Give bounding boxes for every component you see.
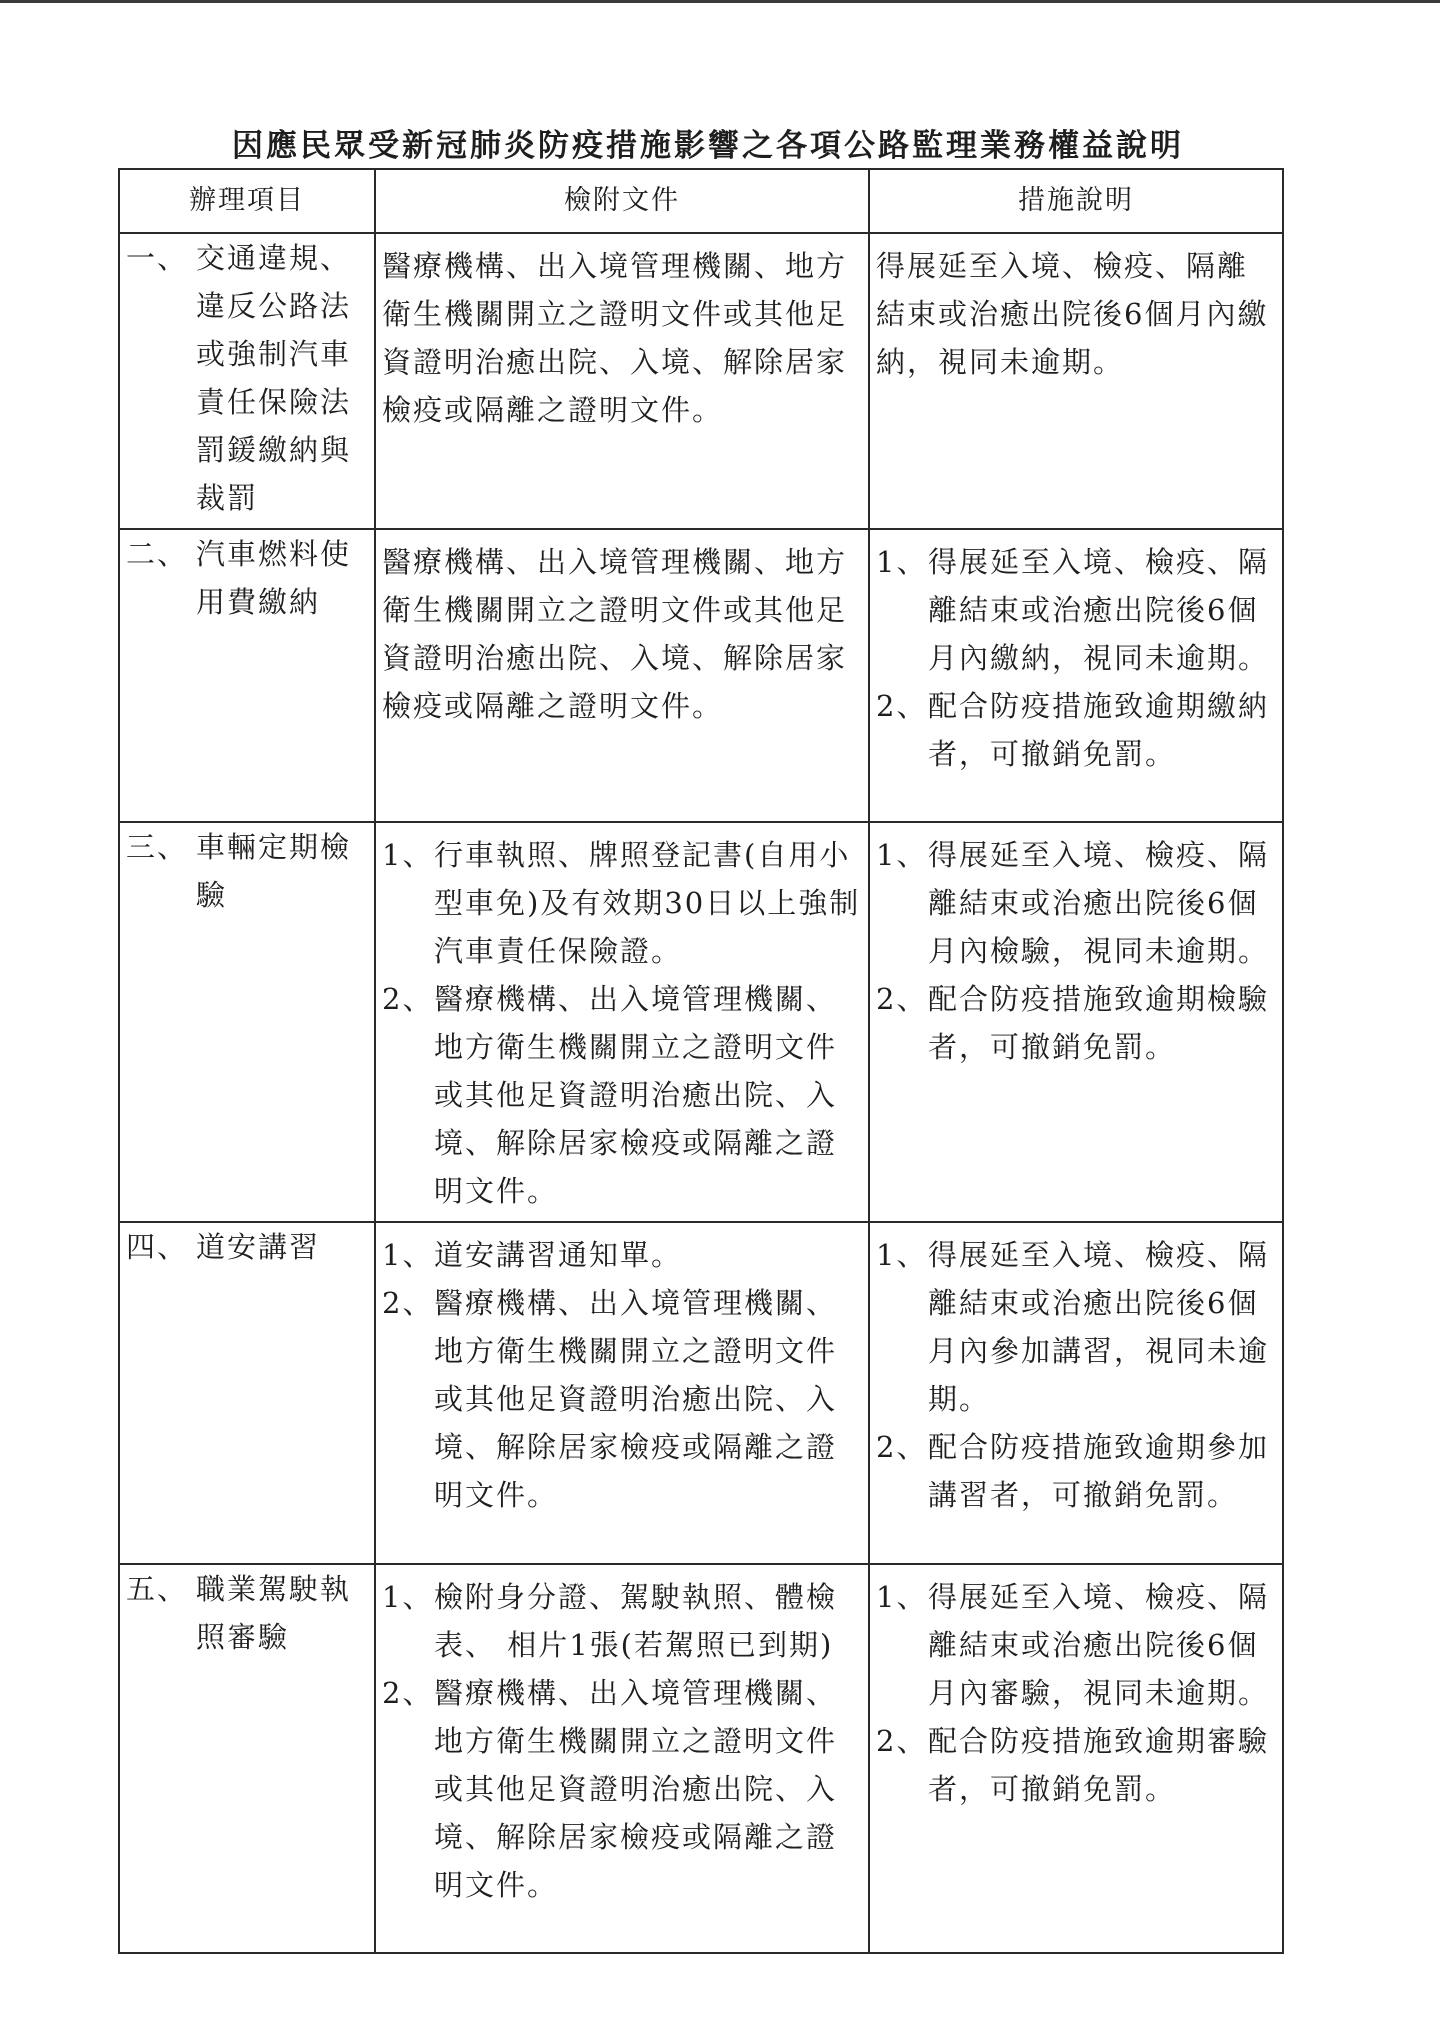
entry-text: 得展延至入境、檢疫、隔離結束或治癒出院後6個月內檢驗，視同未逾期。	[928, 838, 1270, 968]
header-item: 辦理項目	[119, 169, 375, 233]
item-heading	[126, 1223, 368, 1271]
item-text: 道安講習	[196, 1230, 321, 1264]
document-entry	[382, 975, 862, 1215]
document-entry	[382, 1573, 862, 1669]
item-text: 車輛定期檢驗	[196, 830, 352, 912]
scan-edge	[0, 0, 1440, 3]
document-entry	[382, 1669, 862, 1909]
entry-number: 1、	[382, 1238, 434, 1272]
measures-cell	[869, 822, 1283, 1222]
entry-number: 2、	[876, 982, 928, 1016]
entry-number: 1、	[382, 838, 434, 872]
measure-entry	[876, 242, 1276, 386]
item-number: 三、	[126, 830, 189, 864]
documents-list	[382, 823, 862, 1215]
entry-text: 配合防疫措施致逾期參加講習者，可撤銷免罰。	[928, 1430, 1270, 1512]
table-row	[119, 1564, 1283, 1953]
entry-text: 得展延至入境、檢疫、隔離結束或治癒出院後6個月內繳納，視同未逾期。	[928, 545, 1270, 675]
documents-cell	[375, 822, 869, 1222]
item-text: 汽車燃料使用費繳納	[196, 537, 352, 619]
table-header-row	[119, 169, 1283, 233]
document-entry	[382, 538, 862, 730]
entry-text: 道安講習通知單。	[434, 1238, 683, 1272]
entry-text: 配合防疫措施致逾期檢驗者，可撤銷免罰。	[928, 982, 1270, 1064]
entry-number: 1、	[876, 838, 928, 872]
entry-text: 醫療機構、出入境管理機關、地方衛生機關開立之證明文件或其他足資證明治癒出院、入境、解除居家檢疫或隔離之證明文件。	[382, 249, 848, 427]
item-heading	[126, 530, 368, 626]
entry-text: 醫療機構、出入境管理機關、地方衛生機關開立之證明文件或其他足資證明治癒出院、入境、解除居家檢疫或隔離之證明文件。	[434, 1676, 838, 1902]
entry-text: 得展延至入境、檢疫、隔離結束或治癒出院後6個月內審驗，視同未逾期。	[928, 1580, 1270, 1710]
table-row	[119, 1222, 1283, 1564]
measures-cell	[869, 529, 1283, 822]
document-entry	[382, 1231, 862, 1279]
header-documents: 檢附文件	[375, 169, 869, 233]
table-row	[119, 529, 1283, 822]
entry-text: 醫療機構、出入境管理機關、地方衛生機關開立之證明文件或其他足資證明治癒出院、入境、解除居家檢疫或隔離之證明文件。	[382, 545, 848, 723]
measure-entry	[876, 1573, 1276, 1717]
item-cell	[119, 529, 375, 822]
item-number: 二、	[126, 537, 189, 571]
entry-number: 2、	[876, 1724, 928, 1758]
measure-entry	[876, 975, 1276, 1071]
item-number: 四、	[126, 1230, 189, 1264]
measures-cell	[869, 1564, 1283, 1953]
table-row	[119, 822, 1283, 1222]
measure-entry	[876, 831, 1276, 975]
document-entry	[382, 242, 862, 434]
item-cell	[119, 1564, 375, 1953]
entry-number: 1、	[876, 545, 928, 579]
entry-text: 配合防疫措施致逾期審驗者，可撤銷免罰。	[928, 1724, 1270, 1806]
measures-list	[876, 1223, 1276, 1519]
page-title: 因應民眾受新冠肺炎防疫措施影響之各項公路監理業務權益說明	[232, 128, 1184, 164]
entry-number: 1、	[382, 1580, 434, 1614]
item-text: 職業駕駛執照審驗	[196, 1572, 352, 1654]
measures-list	[876, 823, 1276, 1071]
entry-number: 2、	[876, 1430, 928, 1464]
item-heading	[126, 1565, 368, 1661]
documents-list	[382, 1565, 862, 1909]
item-heading	[126, 234, 368, 522]
entry-text: 醫療機構、出入境管理機關、地方衛生機關開立之證明文件或其他足資證明治癒出院、入境、解除居家檢疫或隔離之證明文件。	[434, 982, 838, 1208]
measure-entry	[876, 538, 1276, 682]
measure-entry	[876, 1423, 1276, 1519]
item-heading	[126, 823, 368, 919]
item-cell	[119, 1222, 375, 1564]
item-text: 交通違規、違反公路法或強制汽車責任保險法罰鍰繳納與裁罰	[196, 241, 352, 515]
documents-list	[382, 530, 862, 730]
item-number: 一、	[126, 241, 189, 275]
entry-number: 2、	[382, 982, 434, 1016]
measures-list	[876, 234, 1276, 386]
entry-text: 醫療機構、出入境管理機關、地方衛生機關開立之證明文件或其他足資證明治癒出院、入境、解除居家檢疫或隔離之證明文件。	[434, 1286, 838, 1512]
entry-text: 得展延至入境、檢疫、隔離結束或治癒出院後6個月內繳納，視同未逾期。	[876, 249, 1269, 379]
item-cell	[119, 822, 375, 1222]
entry-text: 行車執照、牌照登記書(自用小型車免)及有效期30日以上強制汽車責任保險證。	[434, 838, 861, 968]
measures-cell	[869, 1222, 1283, 1564]
documents-cell	[375, 233, 869, 529]
entry-number: 1、	[876, 1238, 928, 1272]
documents-list	[382, 1223, 862, 1519]
entry-number: 2、	[876, 689, 928, 723]
item-cell	[119, 233, 375, 529]
entry-text: 得展延至入境、檢疫、隔離結束或治癒出院後6個月內參加講習，視同未逾期。	[928, 1238, 1270, 1416]
measures-table	[118, 168, 1284, 1954]
item-number: 五、	[126, 1572, 189, 1606]
documents-list	[382, 234, 862, 434]
measures-cell	[869, 233, 1283, 529]
table-body	[119, 233, 1283, 1953]
measure-entry	[876, 682, 1276, 778]
measure-entry	[876, 1231, 1276, 1423]
documents-cell	[375, 1222, 869, 1564]
document-entry	[382, 1279, 862, 1519]
measure-entry	[876, 1717, 1276, 1813]
documents-cell	[375, 1564, 869, 1953]
entry-text: 檢附身分證、駕駛執照、體檢表、 相片1張(若駕照已到期)	[434, 1580, 838, 1662]
measures-list	[876, 530, 1276, 778]
entry-text: 配合防疫措施致逾期繳納者，可撤銷免罰。	[928, 689, 1270, 771]
header-measures: 措施說明	[869, 169, 1283, 233]
entry-number: 2、	[382, 1286, 434, 1320]
document-entry	[382, 831, 862, 975]
measures-list	[876, 1565, 1276, 1813]
entry-number: 1、	[876, 1580, 928, 1614]
entry-number: 2、	[382, 1676, 434, 1710]
documents-cell	[375, 529, 869, 822]
table-row	[119, 233, 1283, 529]
